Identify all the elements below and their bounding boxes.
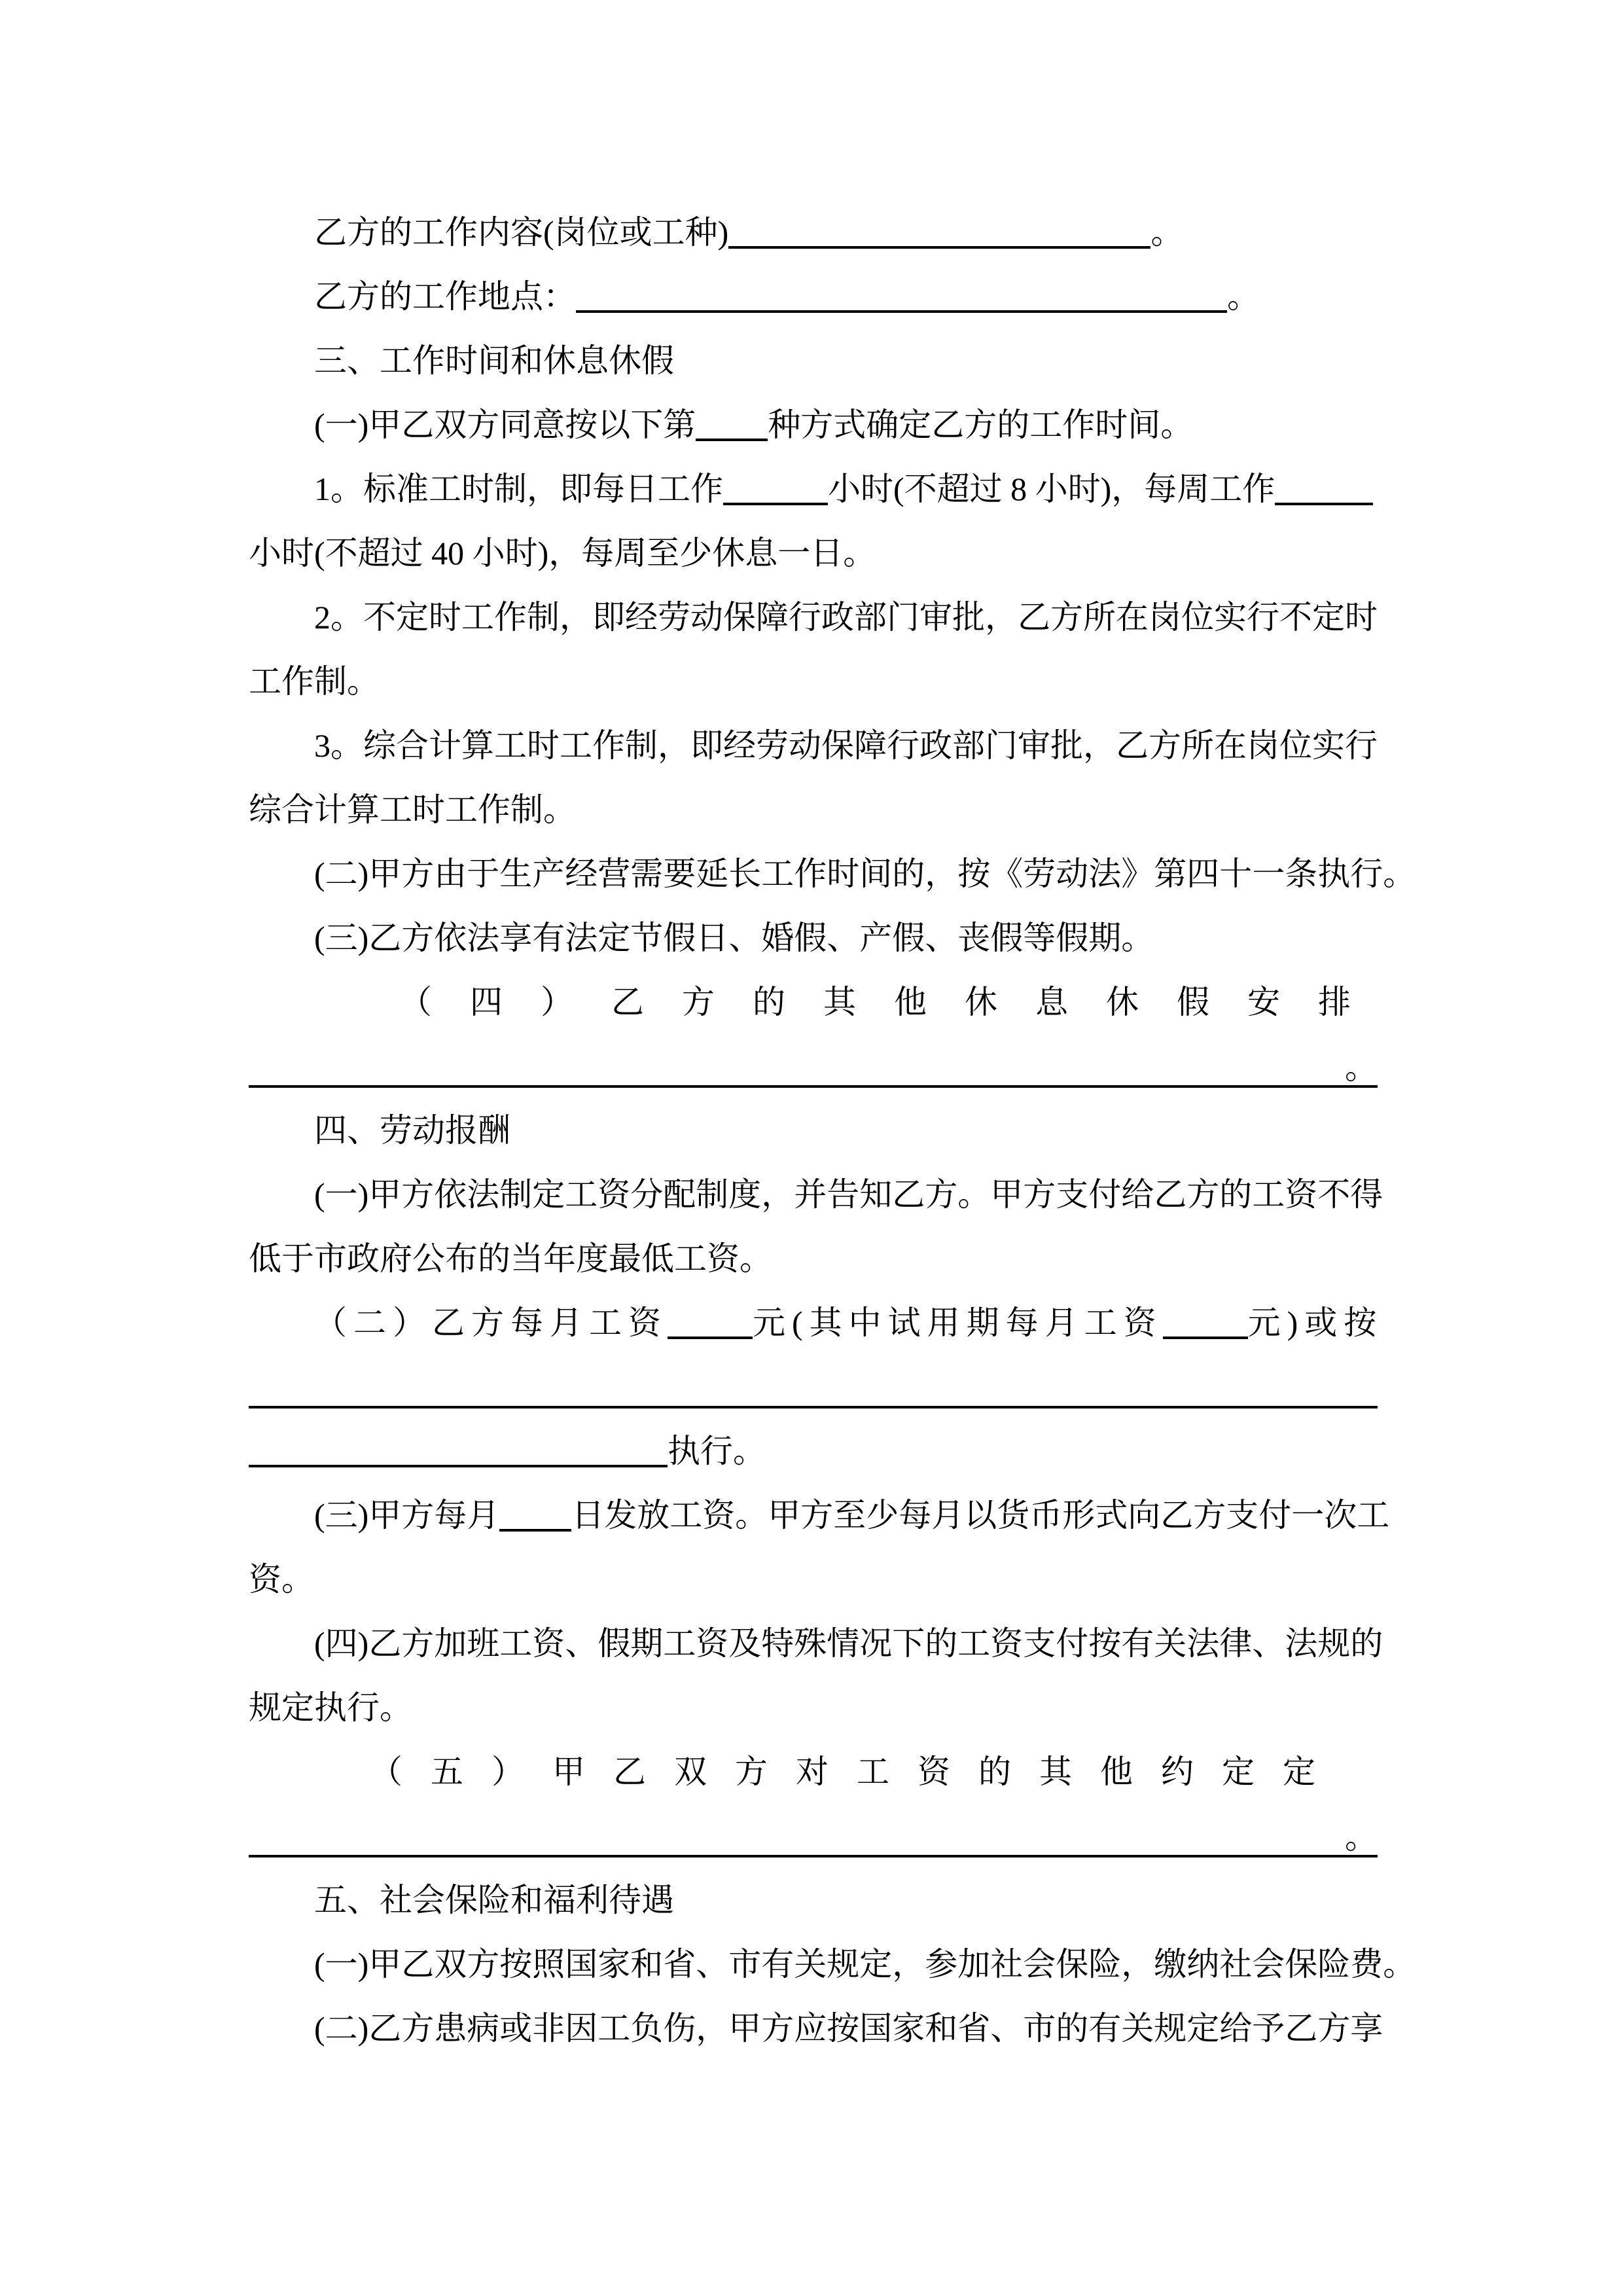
fill-in-blank bbox=[499, 1529, 571, 1532]
text-run: 。 bbox=[1227, 278, 1260, 315]
text-run: 资。 bbox=[249, 1561, 314, 1598]
text-run: 1。标准工时制，即每日工作 bbox=[314, 471, 723, 507]
contract-line-15 bbox=[249, 1098, 1378, 1162]
contract-line-22 bbox=[249, 1547, 1378, 1611]
text-run: (一)甲乙双方同意按以下第 bbox=[314, 406, 696, 443]
fill-in-rule bbox=[249, 1085, 1378, 1088]
period-mark: 。 bbox=[1345, 1049, 1378, 1086]
fill-in-rule bbox=[249, 1855, 1378, 1857]
contract-line-13 bbox=[399, 970, 1389, 1034]
contract-line-11 bbox=[249, 842, 1416, 906]
contract-line-2 bbox=[249, 264, 1378, 329]
text-run: （二）乙方每月工资 bbox=[314, 1304, 668, 1341]
text-run: 四、劳动报酬 bbox=[314, 1112, 510, 1149]
contract-line-25 bbox=[370, 1740, 1378, 1804]
text-run: 五、社会保险和福利待遇 bbox=[314, 1882, 674, 1918]
contract-line-12 bbox=[249, 906, 1378, 970]
text-run: (一)甲乙双方按照国家和省、市有关规定，参加社会保险，缴纳社会保险费。 bbox=[314, 1946, 1416, 1982]
fill-in-blank bbox=[576, 310, 1227, 313]
text-run: 小时(不超过 40 小时)，每周至少休息一日。 bbox=[249, 535, 876, 571]
text-run: 规定执行。 bbox=[249, 1689, 412, 1726]
contract-line-5 bbox=[249, 457, 1378, 521]
contract-line-8 bbox=[249, 649, 1378, 713]
text-run: 元(其中试用期每月工资 bbox=[753, 1304, 1163, 1341]
fill-in-blank bbox=[723, 503, 828, 505]
contract-line-28 bbox=[249, 1932, 1416, 1996]
text-run: (二)乙方患病或非因工负伤，甲方应按国家和省、市的有关规定给予乙方享 bbox=[314, 2010, 1383, 2047]
contract-line-14 bbox=[249, 1034, 1378, 1098]
text-run: 元)或按 bbox=[1247, 1304, 1383, 1341]
contract-line-27 bbox=[249, 1868, 1378, 1932]
contract-line-19 bbox=[249, 1355, 1378, 1419]
text-run: 2。不定时工作制，即经劳动保障行政部门审批，乙方所在岗位实行不定时 bbox=[314, 599, 1378, 636]
text-run: (三)甲方每月 bbox=[314, 1497, 500, 1534]
text-run: (二)甲方由于生产经营需要延长工作时间的，按《劳动法》第四十一条执行。 bbox=[314, 855, 1416, 892]
contract-body bbox=[249, 200, 1416, 2060]
contract-line-17 bbox=[249, 1227, 1378, 1291]
fill-in-blank bbox=[696, 439, 768, 441]
contract-line-4 bbox=[249, 393, 1378, 457]
contract-line-1 bbox=[249, 200, 1378, 264]
fill-in-blank bbox=[668, 1336, 753, 1339]
text-run: 种方式确定乙方的工作时间。 bbox=[768, 406, 1194, 443]
text-run: 3。综合计算工时工作制，即经劳动保障行政部门审批，乙方所在岗位实行 bbox=[314, 727, 1378, 764]
text-run: 。 bbox=[1150, 214, 1184, 251]
contract-line-18 bbox=[249, 1291, 1383, 1355]
text-run: 执行。 bbox=[668, 1433, 766, 1469]
text-run: 小时(不超过 8 小时)，每周工作 bbox=[828, 471, 1275, 507]
text-run: (一)甲方依法制定工资分配制度，并告知乙方。甲方支付给乙方的工资不得 bbox=[314, 1176, 1383, 1213]
text-run: 日发放工资。甲方至少每月以货币形式向乙方支付一次工 bbox=[571, 1497, 1390, 1534]
contract-line-6 bbox=[249, 521, 1378, 585]
contract-line-24 bbox=[249, 1676, 1378, 1740]
text-run: (三)乙方依法享有法定节假日、婚假、产假、丧假等假期。 bbox=[314, 920, 1154, 956]
text-run: 乙方的工作地点： bbox=[314, 278, 576, 315]
fill-in-blank bbox=[728, 246, 1150, 249]
contract-line-26 bbox=[249, 1804, 1378, 1868]
fill-in-rule bbox=[249, 1406, 1378, 1408]
text-run: 低于市政府公布的当年度最低工资。 bbox=[249, 1240, 772, 1277]
contract-line-23 bbox=[249, 1611, 1383, 1676]
text-run-justified: （四）乙方的其他休息休假安排 bbox=[399, 984, 1389, 1020]
fill-in-blank bbox=[1163, 1336, 1248, 1339]
contract-line-20 bbox=[249, 1419, 1378, 1483]
fill-in-blank bbox=[249, 1465, 668, 1467]
contract-line-29 bbox=[249, 1996, 1383, 2060]
contract-line-7 bbox=[249, 585, 1378, 649]
contract-line-9 bbox=[249, 713, 1378, 778]
period-mark: 。 bbox=[1345, 1819, 1378, 1856]
text-run: 工作制。 bbox=[249, 663, 380, 700]
text-run: (四)乙方加班工资、假期工资及特殊情况下的工资支付按有关法律、法规的 bbox=[314, 1625, 1383, 1662]
text-run: 乙方的工作内容(岗位或工种) bbox=[314, 214, 729, 251]
contract-line-16 bbox=[249, 1162, 1383, 1227]
text-run: 综合计算工时工作制。 bbox=[249, 791, 576, 828]
text-run: 三、工作时间和休息休假 bbox=[314, 342, 674, 379]
contract-line-10 bbox=[249, 778, 1378, 842]
fill-in-blank bbox=[1275, 503, 1373, 505]
text-run-justified: （五）甲乙双方对工资的其他约定定 bbox=[370, 1753, 1344, 1790]
contract-line-3 bbox=[249, 329, 1378, 393]
contract-line-21 bbox=[249, 1483, 1390, 1547]
